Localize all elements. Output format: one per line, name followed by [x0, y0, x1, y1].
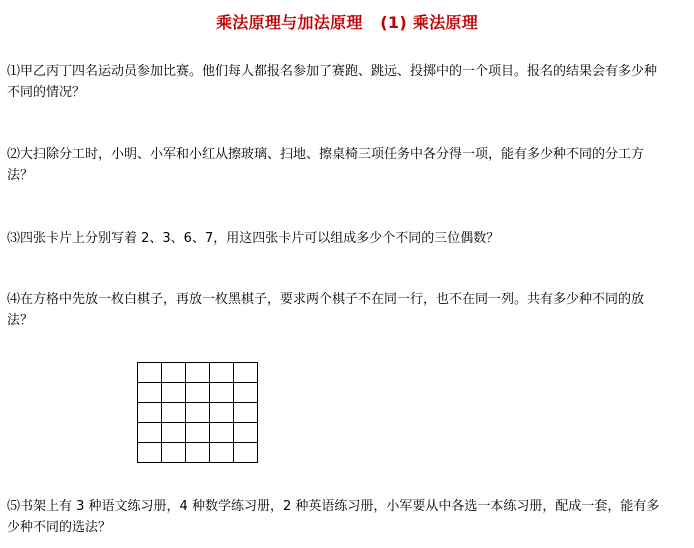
grid-row: [138, 383, 258, 403]
grid-cell: [234, 403, 258, 423]
grid-cell: [138, 363, 162, 383]
grid-cell: [234, 423, 258, 443]
grid-cell: [162, 423, 186, 443]
grid-cell: [162, 443, 186, 463]
grid-cell: [138, 443, 162, 463]
grid-cell: [138, 383, 162, 403]
grid-cell: [186, 403, 210, 423]
grid-cell: [138, 423, 162, 443]
grid-row: [138, 403, 258, 423]
grid-cell: [210, 423, 234, 443]
question-1: ⑴甲乙丙丁四名运动员参加比赛。他们每人都报名参加了赛跑、跳远、投掷中的一个项目。报名的结果会有多少种不同的情况？: [7, 64, 658, 100]
grid-cell: [234, 443, 258, 463]
question-5: ⑸书架上有 3 种语文练习册，4 种数学练习册，2 种英语练习册，小军要从中各选一本练习册，配成一套，能有多少种不同的选法？: [7, 499, 660, 535]
chessboard-grid: [137, 362, 258, 463]
grid-cell: [210, 383, 234, 403]
grid-cell: [138, 403, 162, 423]
grid-row: [138, 443, 258, 463]
grid-cell: [234, 383, 258, 403]
question-4: ⑷在方格中先放一枚白棋子，再放一枚黑棋子，要求两个棋子不在同一行，也不在同一列。共有多少种不同的放法？: [7, 292, 645, 328]
grid-cell: [162, 363, 186, 383]
grid-row: [138, 363, 258, 383]
grid-cell: [186, 383, 210, 403]
grid-cell: [162, 383, 186, 403]
grid-cell: [210, 443, 234, 463]
question-3: ⑶四张卡片上分别写着 2、3、6、7，用这四张卡片可以组成多少个不同的三位偶数？: [7, 231, 500, 246]
grid-cell: [210, 363, 234, 383]
grid-cell: [210, 403, 234, 423]
grid-cell: [186, 423, 210, 443]
grid-row: [138, 423, 258, 443]
worksheet-title: 乘法原理与加法原理 (1) 乘法原理: [215, 13, 479, 32]
grid-cell: [234, 363, 258, 383]
grid-cell: [162, 403, 186, 423]
grid-cell: [186, 363, 210, 383]
question-2: ⑵大扫除分工时，小明、小军和小红从擦玻璃、扫地、擦桌椅三项任务中各分得一项，能有多少种不同的分工方法？: [7, 147, 645, 183]
grid-cell: [186, 443, 210, 463]
